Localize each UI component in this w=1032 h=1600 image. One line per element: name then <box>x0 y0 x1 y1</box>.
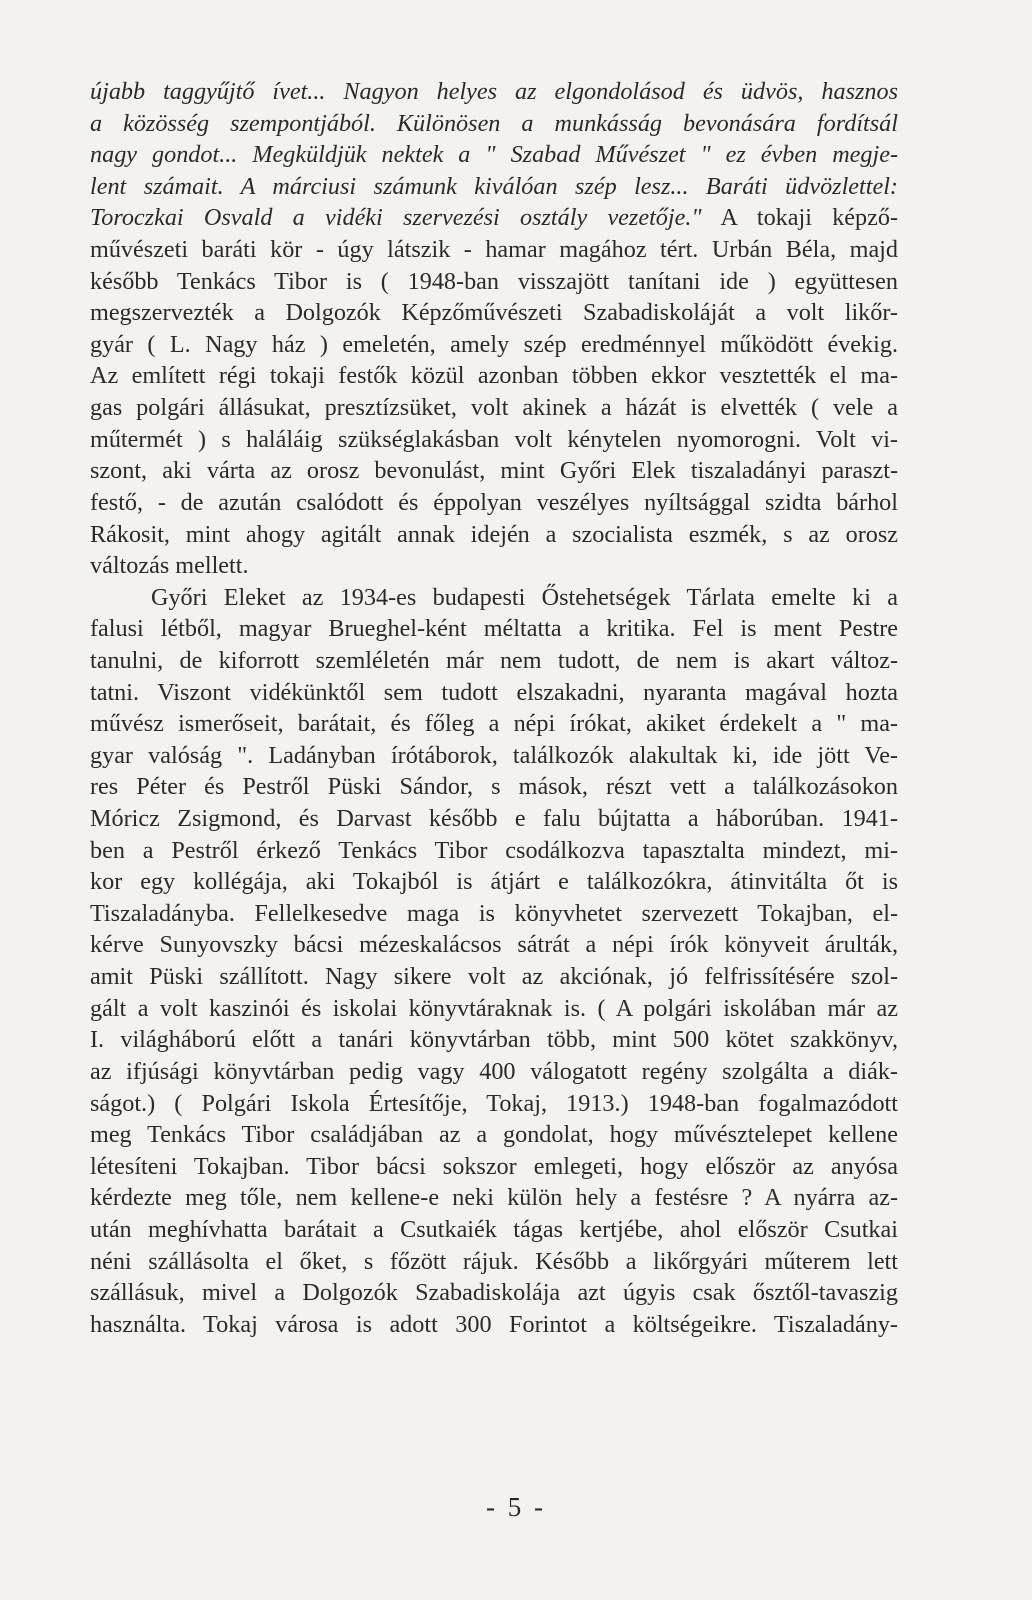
text-line <box>90 297 898 329</box>
text-line <box>90 771 898 803</box>
body-text-run: falusi létből, magyar Brueghel-ként méltatta a kritika. Fel is ment Pestre <box>90 615 898 643</box>
text-line <box>90 961 898 993</box>
text-line <box>90 329 898 361</box>
body-text-run: művész ismerőseit, barátait, és főleg a népi írókat, akiket érdekelt a " ma- <box>90 710 898 738</box>
text-line <box>90 139 898 171</box>
body-text-run: kérdezte meg tőle, nem kellene-e neki külön hely a festésre ? A nyárra az- <box>90 1184 898 1212</box>
body-text-run: Móricz Zsigmond, és Darvast később e falu bújtatta a háborúban. 1941- <box>90 805 898 833</box>
quoted-letter-text: nagy gondot... Megküldjük nektek a " Szabad Művészet " ez évben megje- <box>90 141 898 169</box>
text-line <box>90 519 898 551</box>
text-line <box>90 1214 898 1246</box>
text-line <box>90 76 898 108</box>
text-line <box>90 1151 898 1183</box>
text-line <box>90 360 898 392</box>
text-line <box>90 708 898 740</box>
body-text-run: gas polgári állásukat, presztízsüket, volt akinek a házát is elvették ( vele a <box>90 394 898 422</box>
body-text-run: Tiszaladányba. Fellelkesedve maga is könyvhetet szervezett Tokajban, el- <box>90 899 898 927</box>
text-line <box>90 455 898 487</box>
quoted-letter-text: lent számait. A márciusi számunk kiválóan szép lesz... Baráti üdvözlettel: <box>90 172 898 200</box>
body-text-run: ben a Pestről érkező Tenkács Tibor csodálkozva tapasztalta mindezt, mi- <box>90 836 898 864</box>
body-text-run: az ifjúsági könyvtárban pedig vagy 400 válogatott regény szolgálta a diák- <box>90 1057 898 1085</box>
text-line <box>90 550 898 582</box>
text-line <box>90 487 898 519</box>
text-line <box>90 1088 898 1120</box>
text-line <box>90 740 898 772</box>
body-text-run: gyár ( L. Nagy ház ) emeletén, amely szép eredménnyel működött évekig. <box>90 330 898 358</box>
text-line <box>90 424 898 456</box>
text-line <box>90 582 898 614</box>
body-text-run: ságot.) ( Polgári Iskola Értesítője, Tokaj, 1913.) 1948-ban fogalmazódott <box>90 1089 898 1117</box>
text-line <box>90 1182 898 1214</box>
body-text-run: szont, aki várta az orosz bevonulást, mint Győri Elek tiszaladányi paraszt- <box>90 457 898 485</box>
text-line <box>90 1246 898 1278</box>
body-text-run: Az említett régi tokaji festők közül azonban többen ekkor vesztették el ma- <box>90 362 898 390</box>
text-line <box>90 645 898 677</box>
text-line <box>90 993 898 1025</box>
quoted-letter-text: újabb taggyűjtő ívet... Nagyon helyes az elgondolásod és üdvös, hasznos <box>90 78 898 105</box>
text-line <box>90 1056 898 1088</box>
page-number: - 5 - <box>486 1492 546 1522</box>
body-text-run: néni szállásolta el őket, s főzött rájuk. Később a likőrgyári műterem lett <box>90 1247 898 1275</box>
text-line <box>90 266 898 298</box>
body-text-run: művészeti baráti kör - úgy látszik - hamar magához tért. Urbán Béla, majd <box>90 236 898 264</box>
body-text-run: megszervezték a Dolgozók Képzőművészeti Szabadiskoláját a volt likőr- <box>90 299 898 327</box>
quoted-letter-text: a közösség szempontjából. Különösen a munkásság bevonására fordítsál <box>90 109 898 137</box>
body-text-run: Rákosit, mint ahogy agitált annak idején a szocialista eszmék, s az orosz <box>90 520 898 548</box>
body-text-run: meg Tenkács Tibor családjában az a gondolat, hogy művésztelepet kellene <box>90 1121 898 1149</box>
body-text-run: amit Püski szállított. Nagy sikere volt az akciónak, jó felfrissítésére szol- <box>90 963 898 991</box>
body-text-run: után meghívhatta barátait a Csutkaiék tágas kertjébe, ahol először Csutkai <box>90 1215 898 1243</box>
body-text <box>90 76 898 1340</box>
text-line <box>90 1277 898 1309</box>
body-text-run: res Péter és Pestről Püski Sándor, s mások, részt vett a találkozásokon <box>90 773 898 801</box>
text-line <box>90 202 898 234</box>
body-text-run: szállásuk, mivel a Dolgozók Szabadiskolája azt úgyis csak ősztől-tavaszig <box>90 1279 898 1307</box>
text-line <box>90 234 898 266</box>
body-text-run: A tokaji képző- <box>701 204 899 232</box>
body-text-run: kérve Sunyovszky bácsi mézeskalácsos sátrát a népi írók könyveit árulták, <box>90 931 898 959</box>
body-text-run: kor egy kollégája, aki Tokajból is átjárt e találkozókra, átinvitálta őt is <box>90 868 898 896</box>
body-text-run: létesíteni Tokajban. Tibor bácsi sokszor emlegeti, hogy először az anyósa <box>90 1152 898 1180</box>
body-text-run: változás mellett. <box>90 552 249 580</box>
body-text-run: I. világháború előtt a tanári könyvtárban több, mint 500 kötet szakkönyv, <box>90 1026 898 1054</box>
body-text-run: tanulni, de kiforrott szemléletén már nem tudott, de nem is akart változ- <box>90 646 898 674</box>
text-line <box>90 392 898 424</box>
body-text-run: műtermét ) s haláláig szükséglakásban volt kénytelen nyomorogni. Volt vi- <box>90 425 898 453</box>
text-line <box>90 677 898 709</box>
text-line <box>90 613 898 645</box>
text-line <box>90 108 898 140</box>
body-text-run: gált a volt kaszinói és iskolai könyvtáraknak is. ( A polgári iskolában már az <box>90 994 898 1022</box>
text-line <box>90 929 898 961</box>
text-line <box>90 171 898 203</box>
text-line <box>90 1309 898 1341</box>
text-line <box>90 835 898 867</box>
text-line <box>90 1119 898 1151</box>
body-text-run: gyar valóság ". Ladányban írótáborok, találkozók alakultak ki, ide jött Ve- <box>90 741 898 769</box>
text-line <box>90 803 898 835</box>
body-text-run: használta. Tokaj városa is adott 300 Forintot a költségeikre. Tiszaladány- <box>90 1310 898 1338</box>
text-line <box>90 866 898 898</box>
body-text-run: festő, - de azután csalódott és éppolyan veszélyes nyíltsággal szidta bárhol <box>90 488 898 516</box>
body-text-run: később Tenkács Tibor is ( 1948-ban visszajött tanítani ide ) együttesen <box>90 267 898 295</box>
body-text-run: Győri Eleket az 1934-es budapesti Őstehetségek Tárlata emelte ki a <box>151 583 898 611</box>
body-text-run: tatni. Viszont vidékünktől sem tudott elszakadni, nyaranta magával hozta <box>90 678 898 706</box>
quoted-letter-text: Toroczkai Osvald a vidéki szervezési osztály vezetője." <box>90 204 702 232</box>
text-line <box>90 1024 898 1056</box>
text-line <box>90 898 898 930</box>
